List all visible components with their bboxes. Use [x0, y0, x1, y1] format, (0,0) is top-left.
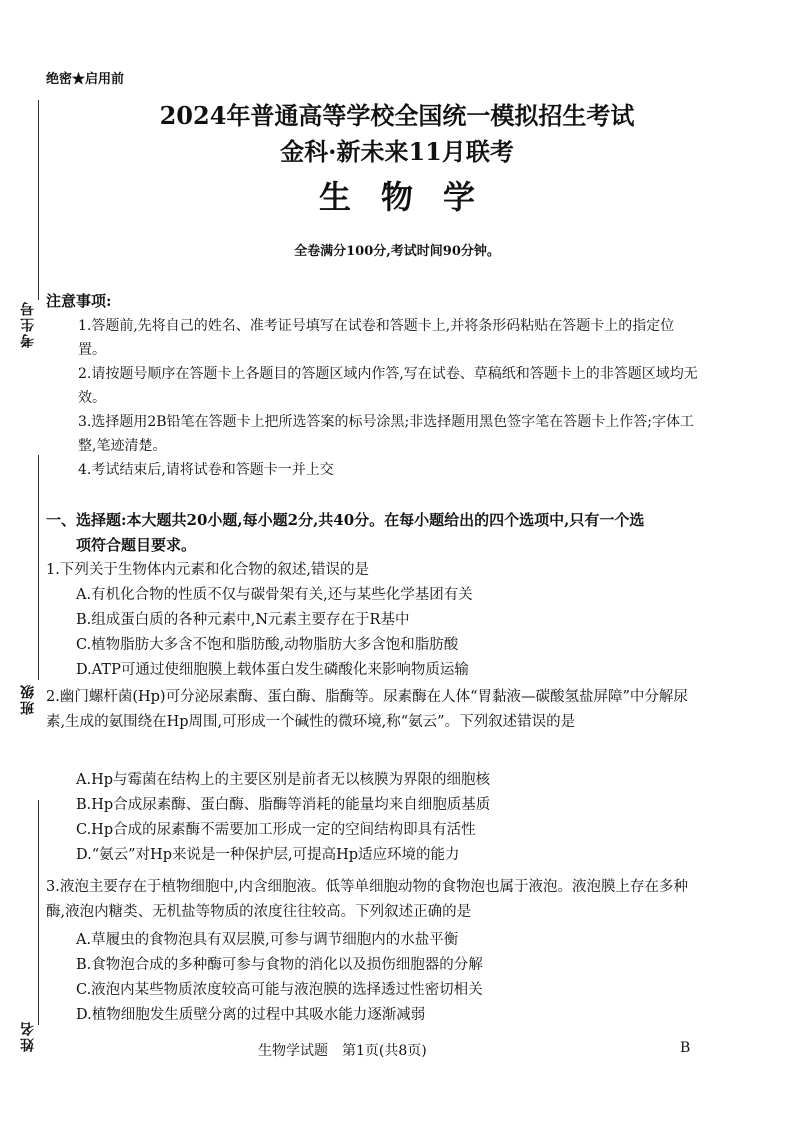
question-3-option-c: C.液泡内某些物质浓度较高可能与液泡膜的选择透过性密切相关: [76, 982, 483, 998]
question-3-option-a: A.草履虫的食物泡具有双层膜,可参与调节细胞内的水盐平衡: [76, 932, 459, 948]
binding-line-middle: [38, 455, 39, 680]
question-2-stem: 2.幽门螺杆菌(Hp)可分泌尿素酶、蛋白酶、脂酶等。尿素酶在人体“胃黏液—碳酸氢盐屏障”中分解尿素,生成的氨围绕在Hp周围,可形成一个碱性的微环境,称“氨云”。下列叙述错误的是: [46, 689, 688, 730]
question-3-option-b: B.食物泡合成的多种酶可参与食物的消化以及损伤细胞器的分解: [76, 957, 483, 973]
section-heading-line1: 一、选择题:本大题共20小题,每小题2分,共40分。在每小题给出的四个选项中,只有一个选: [46, 511, 645, 529]
exam-title: 2024年普通高等学校全国统一模拟招生考试: [159, 101, 635, 130]
secret-mark: 绝密★启用前: [46, 72, 125, 87]
section-heading: [46, 508, 696, 558]
question-3-option-d: D.植物细胞发生质壁分离的过程中其吸水能力逐渐减弱: [76, 1007, 426, 1023]
version-mark: B: [680, 1040, 691, 1056]
question-2-option-c: C.Hp合成的尿素酶不需要加工形成一定的空间结构即具有活性: [76, 822, 476, 838]
name-label: 姓名: [20, 1020, 36, 1052]
question-2-option-b: B.Hp合成尿素酶、蛋白酶、脂酶等消耗的能量均来自细胞质基质: [76, 797, 491, 813]
binding-line-bottom: [38, 800, 39, 1025]
question-2-option-d: D.“氨云”对Hp来说是一种保护层,可提高Hp适应环境的能力: [76, 847, 460, 863]
subject-title: 生物学: [318, 178, 505, 216]
question-1-stem: 1.下列关于生物体内元素和化合物的叙述,错误的是: [46, 562, 369, 578]
notice-item: 1.答题前,先将自己的姓名、准考证号填写在试卷和答题卡上,并将条形码粘贴在答题卡上的指定位置。: [78, 318, 675, 358]
page-info: 生物学试题 第1页(共8页): [258, 1043, 427, 1059]
question-1-option-a: A.有机化合物的性质不仅与碳骨架有关,还与某些化学基团有关: [76, 587, 473, 603]
score-info: 全卷满分100分,考试时间90分钟。: [294, 244, 500, 259]
notice-item: 4.考试结束后,请将试卷和答题卡一并上交: [78, 462, 334, 478]
exam-number-label: 考生号: [20, 300, 36, 348]
notice-heading: 注意事项:: [46, 292, 112, 310]
question-3-stem: 3.液泡主要存在于植物细胞中,内含细胞液。低等单细胞动物的食物泡也属于液泡。液泡膜上存在多种酶,液泡内糖类、无机盐等物质的浓度往往较高。下列叙述正确的是: [46, 879, 688, 920]
question-1-option-b: B.组成蛋白质的各种元素中,N元素主要存在于R基中: [76, 612, 410, 628]
question-2-option-a: A.Hp与霉菌在结构上的主要区别是前者无以核膜为界限的细胞核: [76, 772, 491, 788]
notice-item: 2.请按题号顺序在答题卡上各题目的答题区域内作答,写在试卷、草稿纸和答题卡上的非答题区域均无效。: [78, 366, 698, 406]
section-heading-line2: 项符合题目要求。: [76, 536, 197, 554]
exam-subtitle: 金科·新未来11月联考: [280, 137, 514, 166]
notice-item: 3.选择题用2B铅笔在答题卡上把所选答案的标号涂黑;非选择题用黑色签字笔在答题卡上作答;字体工整,笔迹清楚。: [78, 414, 694, 454]
class-label: 班级: [20, 683, 36, 715]
question-1-option-c: C.植物脂肪大多含不饱和脂肪酸,动物脂肪大多含饱和脂肪酸: [76, 637, 459, 653]
question-1-option-d: D.ATP可通过使细胞膜上载体蛋白发生磷酸化来影响物质运输: [76, 662, 469, 678]
